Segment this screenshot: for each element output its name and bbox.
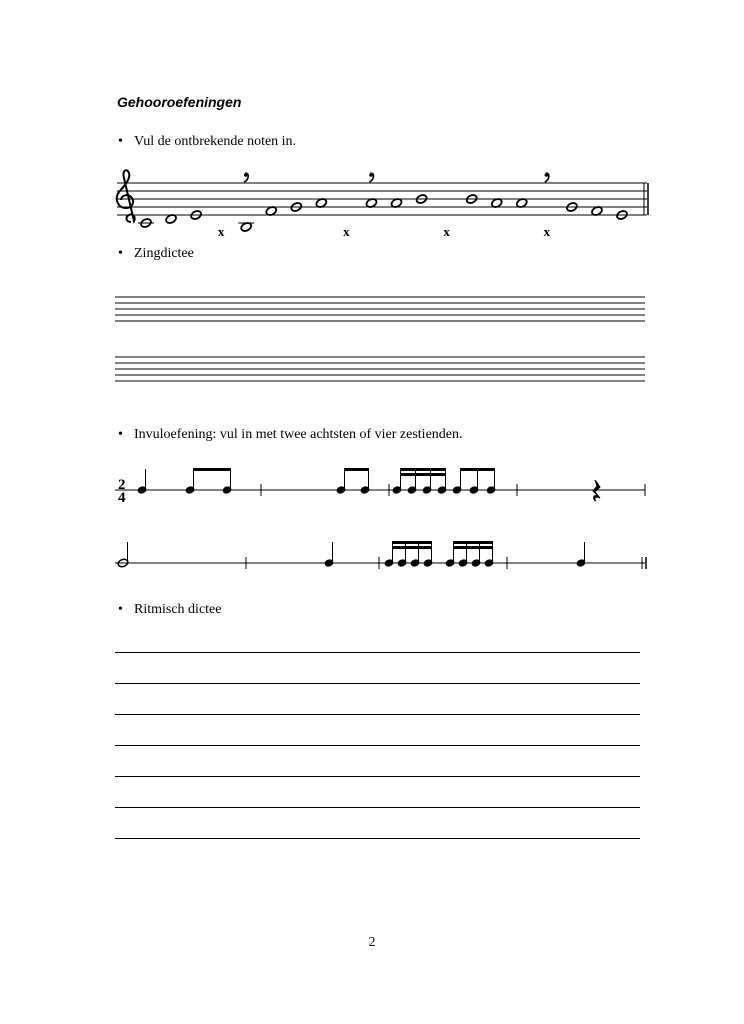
quarter-note (576, 542, 586, 567)
writing-line (115, 776, 640, 777)
half-note (117, 542, 129, 568)
missing-note-marker: x (443, 224, 450, 239)
fill-in-rhythm (0, 460, 744, 590)
quarter-note (324, 542, 334, 567)
breath-mark-icon (369, 173, 373, 182)
bullet-icon: • (118, 246, 123, 261)
instruction-sing-dictation (118, 246, 194, 262)
time-signature-top: 2 (118, 477, 126, 493)
writing-line (115, 807, 640, 808)
instruction-fill-in (118, 427, 463, 443)
page-number: 2 (368, 935, 376, 950)
missing-note-marker: x (217, 224, 225, 239)
bullet-icon: • (118, 134, 123, 149)
whole-note (138, 218, 154, 229)
writing-line (115, 838, 640, 839)
bullet-icon: • (118, 602, 123, 617)
writing-line (115, 745, 640, 746)
quarter-note (137, 469, 147, 494)
treble-clef-icon (117, 170, 135, 222)
writing-line (115, 652, 640, 653)
missing-notes-staff (0, 165, 744, 240)
missing-note-marker: x (343, 224, 350, 239)
breath-mark-icon (545, 173, 549, 182)
empty-staff (115, 357, 645, 381)
writing-line (115, 683, 640, 684)
instruction-text: Zingdictee (134, 246, 194, 261)
empty-staff (115, 297, 645, 321)
instruction-text: Ritmisch dictee (134, 602, 222, 617)
time-signature-bottom: 4 (118, 490, 126, 506)
whole-note (238, 222, 254, 233)
sing-dictation-staves (0, 290, 744, 390)
bullet-icon: • (118, 427, 123, 442)
writing-line (115, 714, 640, 715)
instruction-rhythm-dictation (118, 602, 221, 618)
page-heading: Gehooroefeningen (117, 94, 242, 110)
instruction-text: Vul de ontbrekende noten in. (134, 134, 297, 149)
eighth-notes (452, 468, 496, 494)
missing-note-marker: x (543, 224, 551, 239)
breath-mark-icon (244, 173, 248, 182)
instruction-text: Invuloefening: vul in met twee achtsten of vier zestienden. (134, 427, 463, 442)
instruction-missing-notes (118, 134, 296, 150)
